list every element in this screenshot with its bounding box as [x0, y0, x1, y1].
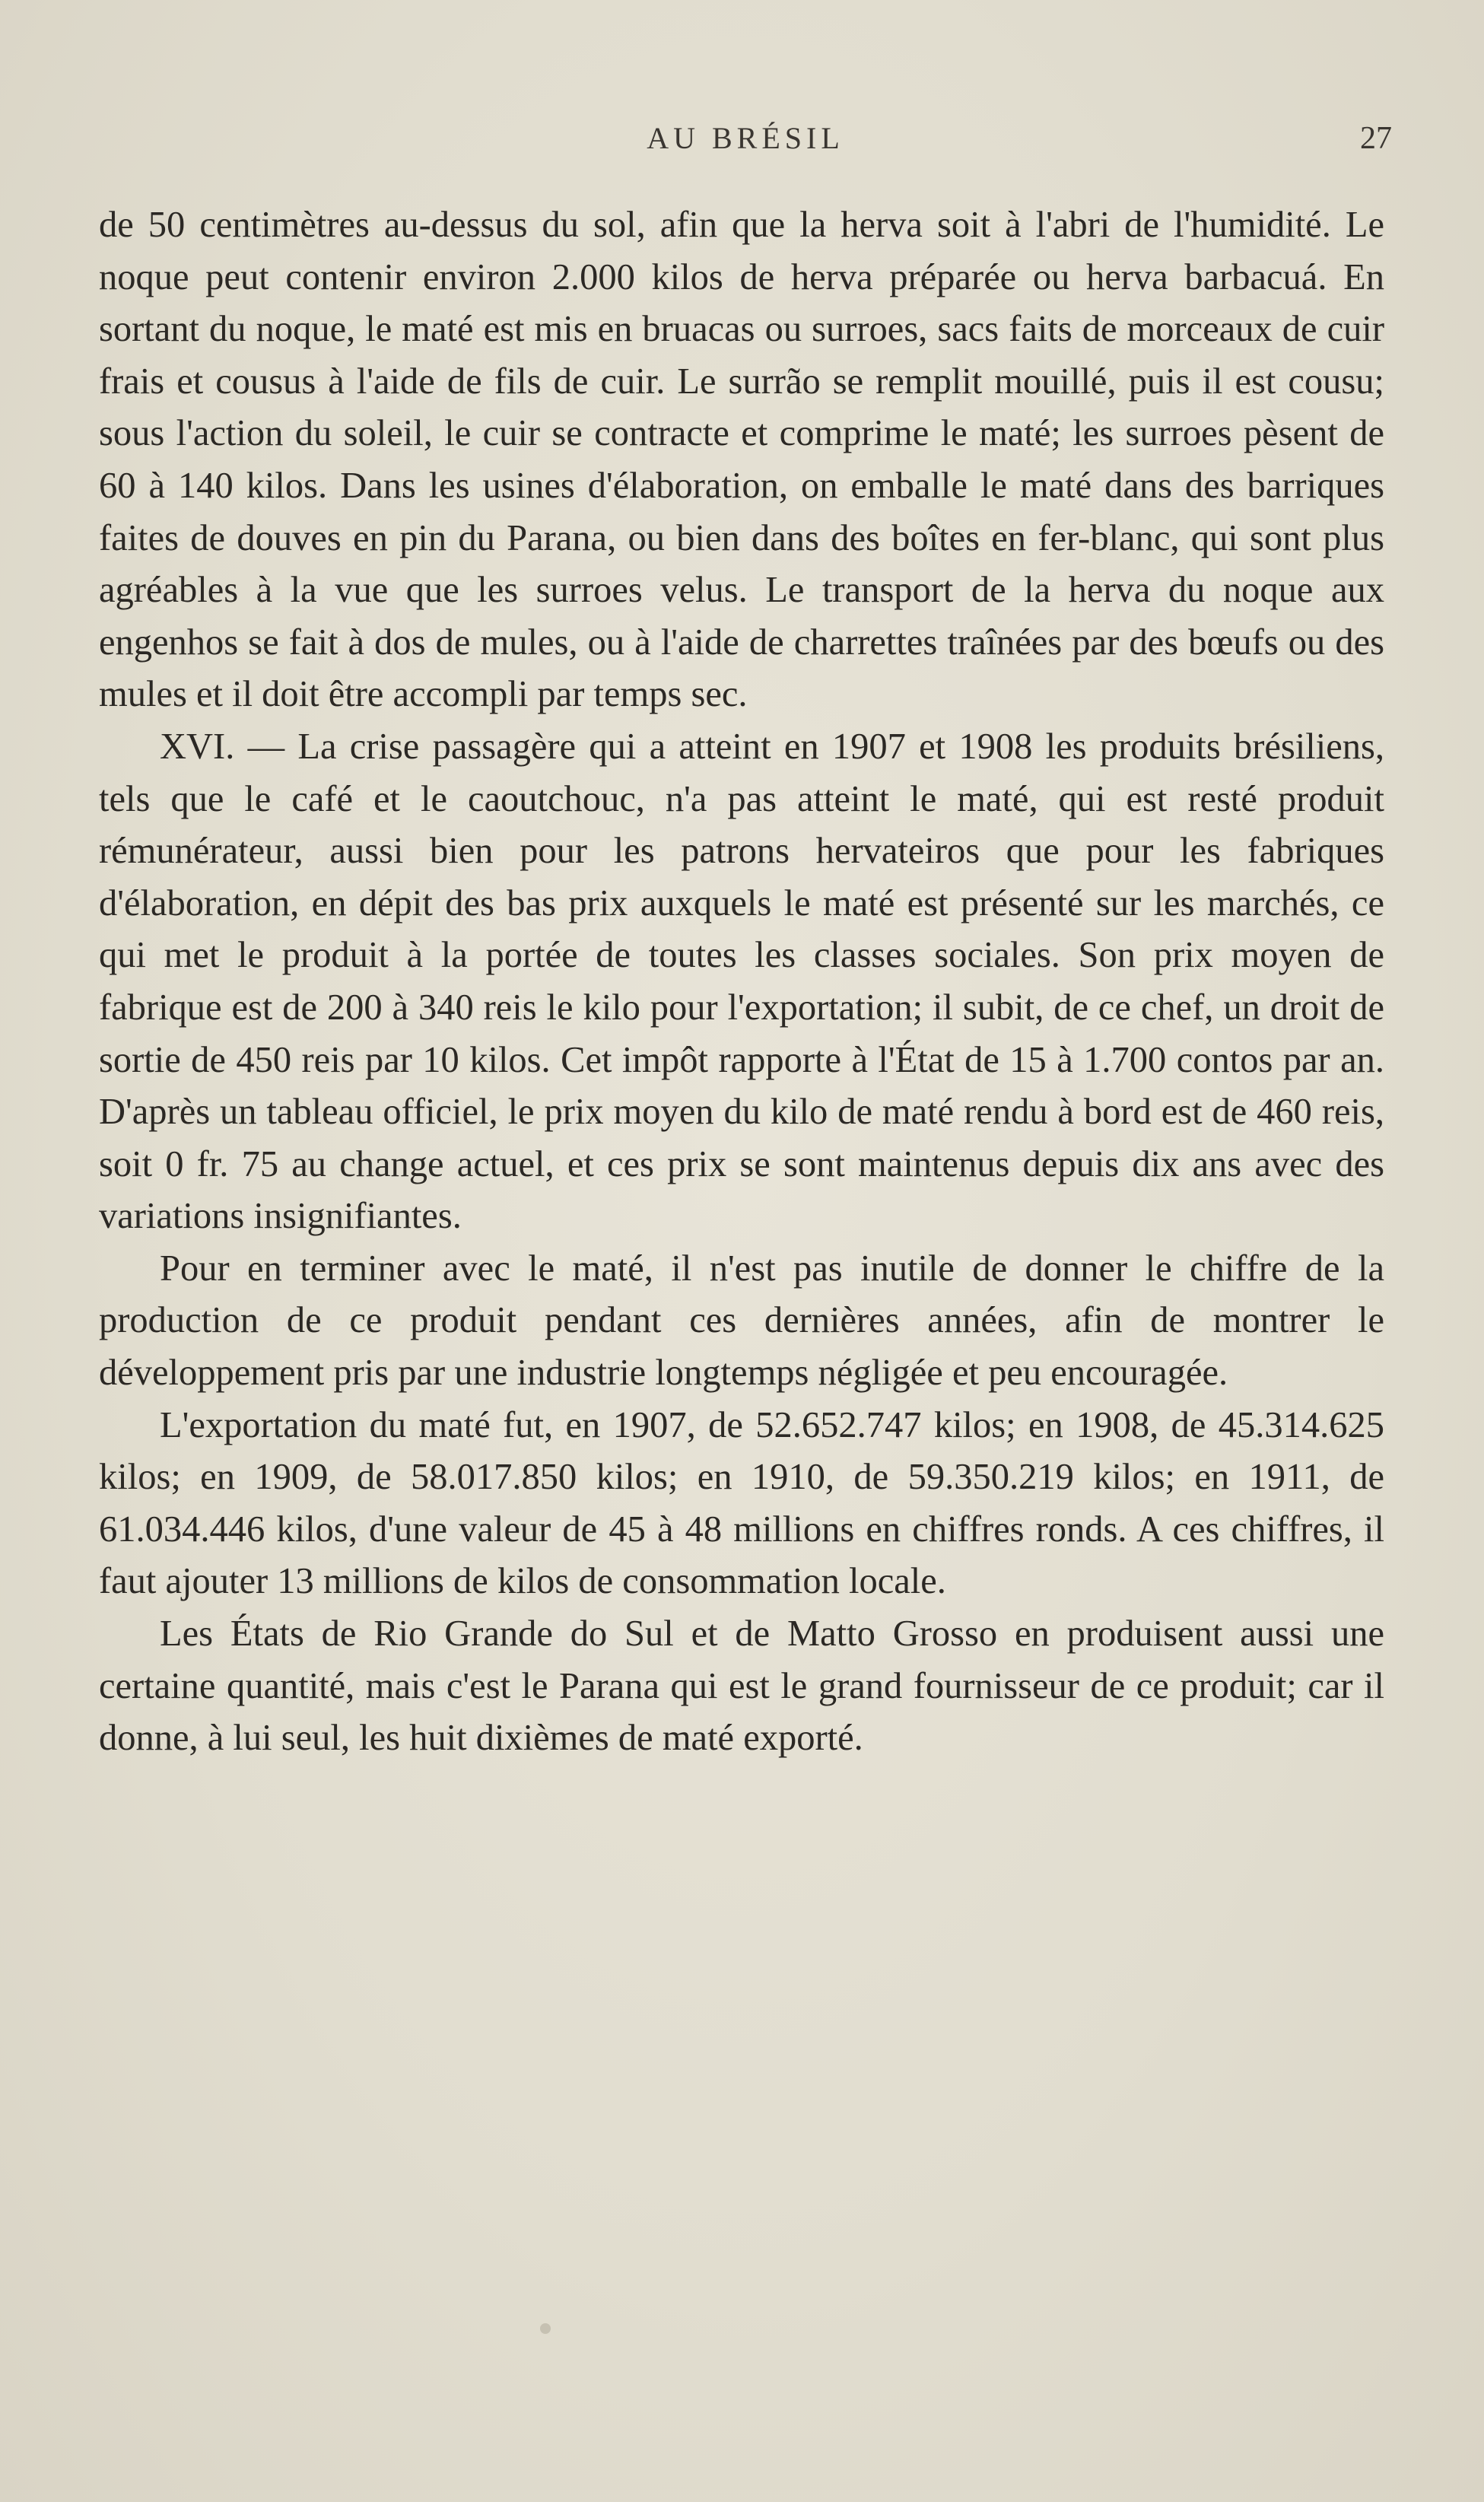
body-text — [99, 199, 1384, 1765]
running-head: AU BRÉSIL — [647, 121, 844, 155]
paragraph-producing-states: Les États de Rio Grande do Sul et de Matto Grosso en produisent aussi une certaine quantité, mais c'est le Parana qui est le grand fournisseur de ce produit; car il donne, à lui seul, les huit dixièmes de maté exporté. — [99, 1613, 1384, 1759]
paper-speck — [540, 2323, 551, 2334]
paragraph-continuation: de 50 centimètres au-dessus du sol, afin que la herva soit à l'abri de l'humidité. Le noque peut contenir environ 2.000 kilos de herva préparée ou herva barbacuá. En sortant du noque, le maté est mis en bruacas ou surroes, sacs faits de morceaux de cuir frais et cousus à l'aide de fils de cuir. Le surrão se remplit mouillé, puis il est cousu; sous l'action du soleil, le cuir se contracte et comprime le maté; les surroes pèsent de 60 à 140 kilos. Dans les usines d'élaboration, on emballe le maté dans des barriques faites de douves en pin du Parana, ou bien dans des boîtes en fer-blanc, qui sont plus agréables à la vue que les surroes velus. Le transport de la herva du noque aux engenhos se fait à dos de mules, ou à l'aide de charrettes traînées par des bœufs ou des mules et il doit être accompli par temps sec. — [99, 205, 1384, 715]
paragraph-production-intro: Pour en terminer avec le maté, il n'est pas inutile de donner le chiffre de la production de ce produit pendant ces dernières années, afin de montrer le développement pris par une industrie longtemps négligée et peu encouragée. — [99, 1248, 1384, 1394]
paragraph-export-figures: L'exportation du maté fut, en 1907, de 52.652.747 kilos; en 1908, de 45.314.625 kilos; en 1909, de 58.017.850 kilos; en 1910, de 59.350.219 kilos; en 1911, de 61.034.446 kilos, d'une valeur de 45 à 48 millions en chiffres ronds. A ces chiffres, il faut ajouter 13 millions de kilos de consommation locale. — [99, 1404, 1384, 1602]
page-header — [99, 120, 1392, 166]
paragraph-section-xvi: XVI. — La crise passagère qui a atteint en 1907 et 1908 les produits brésiliens, tels que le café et le caoutchouc, n'a pas atteint le maté, qui est resté produit rémunérateur, aussi bien pour les patrons hervateiros que pour les fabriques d'élaboration, en dépit des bas prix auxquels le maté est présenté sur les marchés, ce qui met le produit à la portée de toutes les classes sociales. Son prix moyen de fabrique est de 200 à 340 reis le kilo pour l'exportation; il subit, de ce chef, un droit de sortie de 450 reis par 10 kilos. Cet impôt rapporte à l'État de 15 à 1.700 contos par an. D'après un tableau officiel, le prix moyen du kilo de maté rendu à bord est de 460 reis, soit 0 fr. 75 au change actuel, et ces prix se sont maintenus depuis dix ans avec des variations insignifiantes. — [99, 726, 1384, 1237]
page-number: 27 — [1360, 121, 1392, 156]
